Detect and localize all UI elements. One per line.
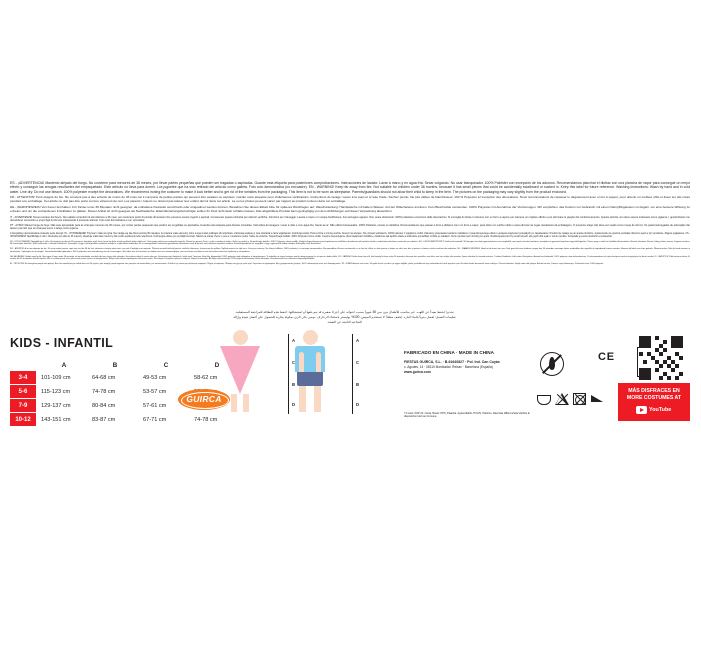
table-row <box>10 371 240 385</box>
dim-label-a-girl: A <box>292 338 296 343</box>
size-row-c: 53-57 cm <box>143 388 167 395</box>
size-row-c: 49-53 cm <box>143 374 167 381</box>
youtube-label: YouTube <box>649 406 672 413</box>
size-row-b: 80-84 cm <box>92 402 116 409</box>
size-chart-header-c: C <box>163 361 169 369</box>
size-row-c: 67-71 cm <box>143 416 167 423</box>
girl-leg-left <box>231 394 237 412</box>
iron-low-icon <box>591 392 605 406</box>
dim-label-a-boy: A <box>356 338 360 343</box>
promo-line-es: MÁS DISFRACES EN <box>628 388 680 394</box>
legal-paragraph-arabic: تحذير! يُحفظ بعيداً عن اللهب. غير مناسب للأطفال دون سن 36 شهراً بسبب احتوائه على أجزاء صغيرة قد يتم بلعها أو استنشاقها. احفظ هذه البطاقة للمراجعة المستقبلية. تعليمات الغسل: يُغسل يدوياً بالماء البارد. يُجفف معلقاً. لا تستخدم المبيض. 100% بوليستر باستثناء الزخارف. نوصي بكي الزي بمكواة بخارية للحصول على أفضل نتيجة وإزالة التجاعيد الناتجة عن التعبئة. <box>233 310 456 325</box>
size-row-b: 83-87 cm <box>92 416 116 423</box>
legal-paragraph-pl-cs: A fotografia é demonstrativa conteúdo pode divergir. PL - OSTRZEŻENIE! Trzymać z dala od ognia. Nie nadaje się dla dzieci poniżej 36 miesiąca, bo zawiera małe elementy, które mogą zostać połknięte lub wdychane. Zachowaj etykietę w celu okazania w razie wątpliwości. Instrukcja prania: Prać ręcznie w zimnej wodzie. Suszyć na wisząco. Nie używać wybielaczy. 100% poliester z wyjątkiem ozdób. Zalecamy prasowanie kostiumu żelazkiem z parą dla lepszego efektu i usunięcia zagnieceń powstałych po zapakowaniu. Produkt nie nadaje się do spania. Rodzice i opiekunowie nie powinni pozwalać dzieciom spać w tym produkcie. Zdjęcie poglądowe. CS - UPOZORNĚNÍ! Nepřibližujte k ohni. Nevhodné pro děti do 36 měsíců, obsahuje malé části, které by dítě mohlo spolknout nebo vdechnout. Uschovejte etiketu pro pozdější kontrolu. Návod na pranie: Perte v ruce a v studenou vodou. Sušte na vzduchu. Nepoužívejte bělidlo. 100% Polyester mimo ozdob. Kostým doporučujeme před napařovací žehličkou, dosáhnete tak lepšího efektu a odstraníte pomačkání vzniklé po zabalení. Tento výrobek není vhodný pro spaní. Rodiče/opatrovníci by neměli dovolit, aby jejich dítě spalo v tomto výrobku. Fotografie je pouze ilustrační a nezávazná. <box>10 232 690 238</box>
company-address: c. Agudes, 14 · 08110 Montcada i Reixac · Barcelona (España) <box>404 365 493 369</box>
dim-label-b-boy: B <box>356 382 360 387</box>
size-row-a: 129-137 cm <box>41 402 71 409</box>
manufacturer-block <box>404 350 534 419</box>
measurement-figures <box>232 330 402 440</box>
do-not-tumble-dry-icon <box>573 392 587 406</box>
youtube-link[interactable] <box>636 405 672 417</box>
care-instruction-icons <box>537 392 609 408</box>
size-row-a: 101-109 cm <box>41 374 71 381</box>
girl-leg-right <box>243 394 249 412</box>
ce-mark-icon: CE <box>598 351 615 363</box>
boy-head <box>303 330 318 345</box>
size-chart-header-d: D <box>214 361 220 369</box>
size-row-age: 5-6 <box>10 385 36 399</box>
guirca-logo <box>178 385 230 415</box>
size-row-age: 3-4 <box>10 371 36 385</box>
promo-line-en: MORE COSTUMES AT <box>626 395 682 401</box>
do-not-bleach-icon <box>555 392 569 406</box>
made-in-text: FABRICADO EN CHINA · MADE IN CHINA <box>404 350 494 355</box>
size-row-b: 64-68 cm <box>92 374 116 381</box>
materials-disposal-text: 71 Caro: PAP 21; Carta, Buste: PPS, Plastica. Appendiabiti: PVC/S. Plastico. Raccolta differenziata Verifica le disposizioni del tuo Comune. <box>404 412 530 419</box>
size-chart-header-row <box>10 360 240 371</box>
size-row-d: 58-62 cm <box>194 374 218 381</box>
dim-label-b-girl: B <box>292 382 296 387</box>
company-name: FIESTAS GUIRCA, S.L. · B-61640827 · Pol. Ind. Can Cuyàs <box>404 360 500 364</box>
dim-line-boy <box>352 334 353 414</box>
hand-wash-cold-icon <box>537 392 551 406</box>
boy-leg-left <box>299 386 306 412</box>
dim-label-c-girl: C <box>292 360 296 365</box>
legal-paragraph-sk-hu: SK - UPOZORNENIE! Nepribližujte k ohňu. Nevhodné pre deti do 36 mesiacov, obsahuje malé časti, ktoré by dieťa mohlo spolknúť alebo vdýchnuť. Uschovajte etiketu pre neskoršiu kontrolu. Návod na pranie: Perte v ruke a studenou vodou. Sušte na vzduchu. Nepoužívajte bielidlo. 100% Polyester okrem ozdôb. Kostým doporučujeme pred napařovacou žehličkou, dosiahnete tak lepšieho efektu a odstránite pokrčenie vzniknuté po zabalení. HU - FIGYELMEZTETÉS! Tűztől távol tartandó! 36 hónapos kor alatti gyermekeknek nem megfelelő, mert apró részeket tartalmaz, amelyeket a gyermek lenyelhet vagy belélegezhet. Őrizze meg a címkét a későbbi ellenőrzéshez. Mosási útmutató: Kézzel, hideg vízben mossa. Lógatva szárítsa. Ne használjon fehérítőt. 100% poliészter, a díszek kivételével. Javasoljuk, hogy a ruhát gőzölős vasalóval vasalja ki a jobb hatás érdekében és a csomagolásból származó gyűrődések eltüntetése miatt. A termék nem alkalmas éjszakai viseletre. A szülők/gondozók ne engedjék, hogy a gyermekük ebben aludjon. A fénykép csak illusztráció. <box>10 240 690 246</box>
play-triangle-icon <box>640 408 644 412</box>
size-row-age: 10-12 <box>10 413 36 427</box>
boy-leg-right <box>314 386 321 412</box>
size-chart-header-a: A <box>61 361 67 369</box>
dim-line-girl <box>288 334 289 414</box>
size-chart-title: KIDS - INFANTIL <box>10 336 114 350</box>
size-row-age: 7-9 <box>10 399 36 413</box>
legal-paragraph-el-tr: EL - ΠΡΟΣΟΧΗ! Να διατηρείται μακριά από φλόγες. Δεν είναι κατάλληλο για παιδιά κάτω των 36 μηνών, γιατί περιέχει μικρά κομμάτια που μπορούν να καταποθούν ή να εισπνευστούν. Φυλάξτε την ετικέτα για μελλοντική αναφορά. Οδηγίες πλυσίματος: Πλύσιμο στο χέρι με κρύο νερό. Στεγνώστε το κρεμασμένο. Μην χρησιμοποιείτε χλωρίνη. 100% πολυεστέρας εκτός των διακοσμητικών. TR - UYARI! Ateşten uzak tutun. 36 aydan küçük çocuklar için uygun değildir, çünkü yutulabilecek veya solunabilecek küçük parçalar içerir. Bu etiketi ileride başvurmak üzere saklayın. Yıkama talimatları: Soğuk suda elde yıkayın. Askıda kurutun. Çamaşır suyu kullanmayın. Süslemeler hariç %100 polyester. <box>10 262 604 265</box>
qr-code[interactable] <box>639 336 683 380</box>
company-website[interactable]: www.guirca.com <box>404 369 431 374</box>
boy-shorts <box>297 372 323 386</box>
legal-paragraph-ro-nl: RO - ATENȚIE! A se ține departe de foc. Nu este potrivit pentru copii mai mici de 36 de luni, deoarece conține piese mici care pot fi înghițite sau aspirate. Păstrați această etichetă pentru verificări ulterioare. Instrucțiuni de spălare: Spălați manual cu apă rece. Uscați pe umeraș. Nu folosiți înălbitor. 100% poliester, cu excepția ornamentelor. Recomandăm călcarea costumului cu un fier de călcat cu abur pentru a obține un efect mai bun și pentru a elimina cutele rezultate din ambalare. NL - WAARSCHUWING! Houd uit de buurt van vuur. Niet geschikt voor kinderen jonger dan 36 maanden vanwege kleine onderdelen die ingeslikt of ingeademd kunnen worden. Bewaar dit label voor later gebruik. Wasinstructies: Met de hand wassen in koud water. Ophangen om te drogen. Geen bleekmiddel gebruiken. 100% polyester met uitzondering van de versieringen. Wij raden aan het kostuum te strijken met een stoomstrijkijzer voor een beter resultaat en om de kreuken door het inpakken te verwijderen. <box>10 248 690 253</box>
size-row-a: 115-123 cm <box>41 388 71 395</box>
legal-warnings-block <box>10 181 690 267</box>
size-row-a: 143-151 cm <box>41 416 71 423</box>
size-row-d: 74-78 cm <box>194 416 218 423</box>
girl-dress <box>240 346 260 394</box>
dim-label-c-boy: C <box>356 360 360 365</box>
size-chart-header-age <box>10 360 36 371</box>
legal-paragraph-it: IT - AVVERTENZE! Tenere lontano dal fuoco. Non adatto a bambini di età inferiore a 36 mesi, per contenere pezzi di piccole dimensioni che possono essere ingeriti o aspirati. Conservare questa etichetta per ulteriori verifiche. Istruzioni per il lavaggio: Lavare a mano e in acqua freddissima. Far asciugare appeso. Non usare sbiancanti. 100% poliestere eccezione delle decorazioni. Si consiglia di stirare il costume con un ferro a vapore per ottenere un migliore effetto e per eliminare le pieghe del confezionamento. Questo articolo non deve essere indossato come pigiama. I genitori/tutori non dovrebbero consentire a propri figli di dormire indossando il presente articolo. Foto solo dimostrativa e non vincolante. <box>10 215 690 222</box>
size-row-b: 74-78 cm <box>92 388 116 395</box>
legal-paragraph-da-sv-fi: DA - ADVARSEL! Holdes væk fra ild. Ikke egnet til børn under 36 måneder, da det indeholder små dele der kan sluges eller indåndes. Gem denne etiket til senere eftersyn. Vaskeanvisning: Håndvask i koldt vand. Tørresnor. Brug ikke blegemiddel. 100% polyester med undtagelse af udsmykningen. Vi anbefaler at stryge kostumet med et dampstrygejern for at opnå en bedre effekt. SV - VARNING! Hålles borta från eld. Inte lämplig för barn under 36 månader, eftersom den innehåller små delar som kan sväljas eller inandas. Spara etiketten för framtida referens. Tvättråd: Handtvätt i kallt vatten. Hängtorkas. Använd inte blekmedel. 100% polyester utom dekorationerna. Vi rekommenderar att stryka kostymen med ett ångstrykjärn för bästa resultat. FI - VAROITUS! Pidä kaukana tulesta. Ei sovellu alle 36 kuukauden ikäisille lapsille, sillä se sisältää pieniä osia, jotka voivat joutua nieluun tai hengitysteihin. Säilytä tämä etiketti myöhempää tarkastusta varten. Pesuohjeet: Käsinpesu kylmässä vedessä. Ripusta kuivumaan. Älä käytä valkaisuainetta. 100% polyesteriä koristeita lukuun ottamatta. Suosittelemme asun silittämistä höyrysilitysraudalla. <box>10 255 690 261</box>
promo-banner[interactable] <box>618 383 690 421</box>
dim-label-d-boy: D <box>356 402 360 407</box>
legal-paragraph-pt: PT - AVISO! Mantar longe do fogo. Não este apropriado para as crianças menores de 36 meses, por conter partes pequenas que podem ser engolidas ou aspiradas. Guardar esta etiqueta para futuras consultas. Instruções de lavagem: Lavar à mão e com água fria. Secar ao ar. Não utilize branqueador. 100% Poliéster, exceto os detalhes. Recomendamos que passar a ferro a disfarce com um ferro a vapor, para obter um melhor efeito e para eliminar as rugas resultantes da embalagem. O presente artigo não deve ser usado como roupa de dormir. Os pais/encarregados de educação não devem permitir que as crianças usem o artigo como pijama. <box>10 224 690 231</box>
size-row-c: 57-61 cm <box>143 402 167 409</box>
logo-wordmark: GUIRCA <box>186 394 222 404</box>
girl-head <box>233 330 248 345</box>
legal-paragraph-de: DE - WARNHINWEIS! Von Feuer fernhalten. Für Kinder unter 36 Monaten nicht geeignet, da enthaltene Kleinteile verschluckt oder eingeatmet werden können. Bewahren Sie dieses Etikett bitte für späteres Rückfragen auf. Waschanleitung: Handwäsche mit kaltem Wasser. Auf der Wäscheleine trocknen. Kein Bleichmittel verwenden. 100% Polyester mit Ausnahme der Verzierungen. Wir empfehlen, das Kostüm vor Gebrauch mit einem Dampfbügeleisen zu bügeln, um eine bessere Wirkung zu erzielen und um die vorhandenen Knickfalten zu glätten. Dieser Artikel ist nicht geeignet als Nachtwäsche. Eltern/Erziehungsberechtigte sollten ihr Kind nicht darin schlafen lassen. Das abgebildete Produkt kann geringfügig von dem Abbildungen auf dieser Verpackung abweichen. <box>10 204 690 213</box>
dim-label-d-girl: D <box>292 402 296 407</box>
size-chart-header-b: B <box>112 361 118 369</box>
legal-paragraph-en-es: ES - ¡ADVERTENCIA! Mantenlo alejado del fuego. No conviene para menores de 36 meses, por llevar partes pequeñas que pueden ser tragadas o aspiradas. Guarde esta etiqueta para posteriores comprobaciones. Instrucciones de lavado: Lavar a mano y en agua fría. Secar colgando. No usar blanqueador. 100% Poliéster con excepción de los adornos. Recomendamos planchar el disfraz con una plancha de vapor para conseguir un mejor efecto y conseguir las arrugas resultantes del empaquetado. Este articulo no lleva para dormir. Los juguetes que ha sido retirado del articulo como galleta. Foto solo demostrativa (no encuadre). EN - WARNING! Keep far away from fire. Not suitable for children under 36 months, because it has small pieces that could be accidentally swallowed or sucked in. Keep this label for future reference. Washing instructions: Wash by hand and in cold water. Line dry. Do not use bleach. 100% polyester except the decorations. We recommend ironing the costume to make it look better and to get rid of the wrinkles from the packaging. This item is not to be worn as sleepwear. Parents/guardians should not allow their child to sleep in the item. The pictures on the packaging may vary slightly from the product enclosed. <box>10 181 690 194</box>
legal-paragraph-fr: FR - ATTENTION! Tenir éloigné du feu. Ne convient pas à des enfants de moins de 36 mois car il comporte de petites parties qui peuvent être avalées ou aspirées. Garder cette étiquette pour d'ultérieures vérifications. Instructions de lavage: Lavez à la main et à l'eau froide. Séchez pendu. Ne pas utiliser de blanchisseur. 100 % Polyester à l'exception des décorations. Nous recommandons de repasser le déguisement avec un fer à vapeur, pour obtenir un meilleur effet et lisser les plis créés pendant son emballage. Cet article ne doit pas être porté comme vêtement de nuit. Les parents / tuteurs ne doivent pas laisser leur enfant dormir dans cet article. La ou les photos peuvent varier par rapport au produit contenu dans cet emballage. <box>10 194 690 203</box>
no-flame-icon <box>540 352 566 378</box>
